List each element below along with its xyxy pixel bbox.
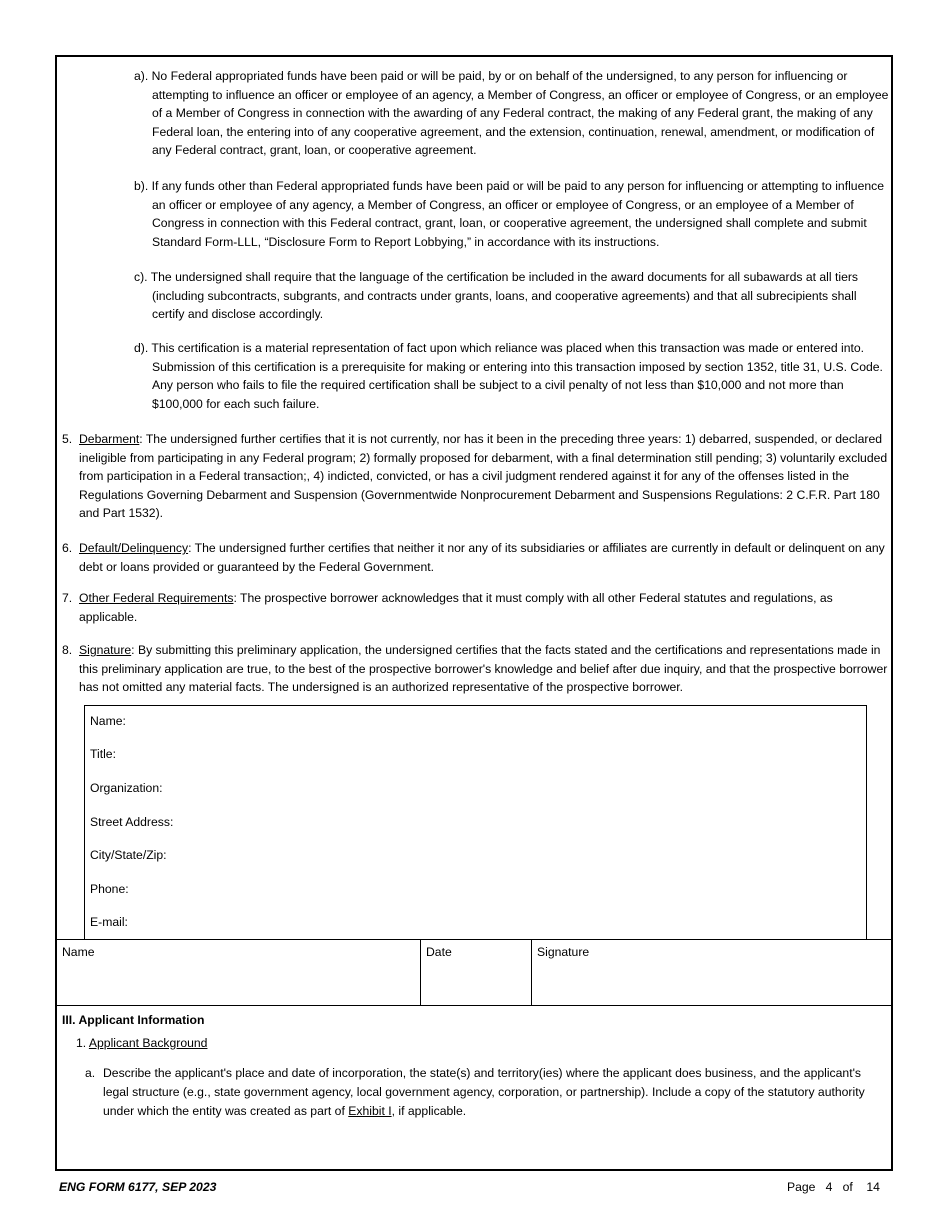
lobbying-paragraph-d [134,339,889,413]
item-title: Other Federal Requirements [79,591,234,605]
contact-street-field[interactable]: Street Address: [90,815,174,829]
item-number: 1. [76,1036,87,1050]
contact-info-box [84,705,867,940]
lobbying-paragraph-c [134,268,889,324]
item-title: Default/Delinquency [79,541,189,555]
sign-signature-cell[interactable] [532,940,891,1006]
form-id: ENG FORM 6177, SEP 2023 [59,1180,217,1194]
item-a-text-end: , if applicable. [391,1104,467,1118]
contact-organization-field[interactable]: Organization: [90,781,163,795]
sign-name-label: Name [62,945,95,959]
signature-row [57,939,891,1006]
applicant-background-item [76,1036,207,1050]
sign-date-label: Date [426,945,452,959]
contact-city-field[interactable]: City/State/Zip: [90,848,167,862]
page-label: Page [787,1180,816,1194]
contact-title-field[interactable]: Title: [90,747,116,761]
item-title: Applicant Background [88,1036,208,1050]
item-number: 8. [62,643,73,657]
item-number: 7. [62,591,73,605]
item-default-delinquency [62,539,892,576]
page-indicator [787,1180,880,1194]
item-title: Signature [79,643,132,657]
lobbying-d-text: d). This certification is a material representation of fact upon which reliance was placed when this transaction was made or entered into. Submission of this certification is a prerequisite for making or entering into this transaction imposed by section 1352, title 31, U.S. Code. Any person who fails to file the required certification shall be subject to a civil penalty of not less than $10,000 and not more than $100,000 for each such failure. [134,341,883,411]
lobbying-paragraph-a [134,67,889,160]
lobbying-a-text: a). No Federal appropriated funds have been paid or will be paid, by or on behalf of the undersigned, to any person for influencing or attempting to influence an officer or employee of an agency, a Member of Congress, an officer or employee of Congress, or an employee of a Member of Congress in connection with the awarding of any Federal contract, the making of any Federal grant, the making of any Federal loan, the entering into of any cooperative agreement, and the extension, continuation, renewal, amendment, or modification of any Federal contract, grant, loan, or cooperative agreement. [134,69,889,158]
item-other-federal-requirements [62,589,892,626]
sign-signature-label: Signature [537,945,590,959]
item-signature [62,641,892,697]
applicant-background-a [85,1064,883,1121]
page-total: 14 [866,1180,880,1194]
lobbying-c-text: c). The undersigned shall require that the language of the certification be included in the award documents for all subawards at all tiers (including subcontracts, subgrants, and contracts under grants, loans, and cooperative agreements) and that all subrecipients shall certify and disclose accordingly. [134,270,859,322]
of-label: of [842,1180,853,1194]
item-text: : The prospective borrower acknowledges that it must comply with all other Federal statutes and regulations, as applicable. [79,591,833,624]
item-number: 5. [62,432,73,446]
item-text: : The undersigned further certifies that neither it nor any of its subsidiaries or affiliates are currently in default or delinquent on any debt or loans provided or guaranteed by the Federal Government. [79,541,885,574]
item-debarment [62,430,892,523]
contact-phone-field[interactable]: Phone: [90,882,129,896]
exhibit-link: Exhibit I [348,1104,392,1118]
item-text: : The undersigned further certifies that it is not currently, nor has it been in the preceding three years: 1) debarred, suspended, or declared ineligible from participating in any Federal program; 2) formally proposed for debarment, with a final determination still pending; 3) voluntarily excluded from participation in a Federal transaction;, 4) indicted, convicted, or has a civil judgment rendered against it for any of the offenses listed in the Regulations Governing Debarment and Suspension (Governmentwide Nonprocurement Debarment and Suspensions Regulations: 2 C.F.R. Part 180 and Part 1532). [79,432,888,521]
lobbying-b-text: b). If any funds other than Federal appropriated funds have been paid or will be paid to any person for influencing or attempting to influence an officer or employee of any agency, a Member of Congress, an officer or employee of Congress, or an employee of a Member of Congress in connection with this Federal contract, grant, loan, or cooperative agreement, the undersigned shall complete and submit Standard Form-LLL, “Disclosure Form to Report Lobbying,” in accordance with its instructions. [134,179,885,249]
sign-date-cell[interactable] [421,940,532,1006]
lobbying-paragraph-b [134,177,889,251]
item-a-text: Describe the applicant's place and date of incorporation, the state(s) and territory(ies) where the applicant does business, and the applicant's legal structure (e.g., state government agency, local government agency, corporation, or partnership). Include a copy of the statutory authority under which the entity was created as part of [103,1066,865,1118]
item-number: 6. [62,541,73,555]
item-text: : By submitting this preliminary application, the undersigned certifies that the facts stated and the certifications and representations made in this preliminary application are true, to the best of the prospective borrower's knowledge and belief after due inquiry, and that the prospective borrower has not omitted any material facts. The undersigned is an authorized representative of the prospective borrower. [79,643,888,695]
form-frame [55,55,893,1171]
sign-name-cell[interactable] [57,940,421,1006]
page-number: 4 [825,1180,833,1194]
item-title: Debarment [79,432,140,446]
section-heading: III. Applicant Information [62,1013,205,1027]
contact-email-field[interactable]: E-mail: [90,915,128,929]
item-letter: a. [85,1066,96,1080]
contact-name-field[interactable]: Name: [90,714,126,728]
